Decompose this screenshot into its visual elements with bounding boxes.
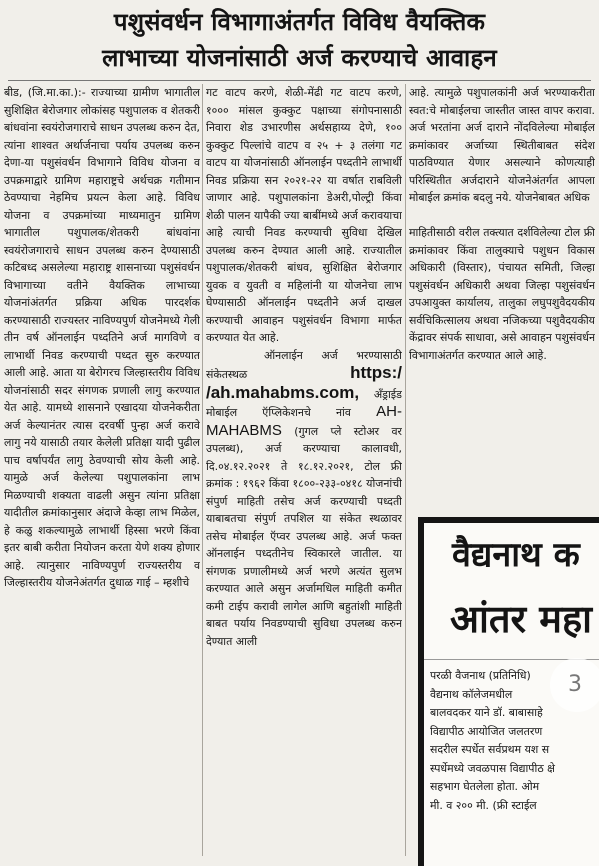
column-1-text: बीड, (जि.मा.का.):- राज्याच्या ग्रामीण भागातील सुशिक्षित बेरोजगार लोकांसह पशुपालक व शेतकरी बांधवांना स्वयंरोजगाराचे साधन उपलब्ध करुन देत, त्यांना शाश्वत अर्थार्जनाचा पर्याय उपलब्ध करुन देणा-या पशुसंवर्धन विभागाने विविध योजना व उपक्रमाद्वारे ग्रामिण महाराष्ट्रचे अर्थचक्र गतीमान ठेवण्याचा नेहमिच प्रयत्न केला आहे. विविध योजना व उपक्रमांच्या माध्यमातुन ग्रामिण भागातील पशुपालक/शेतकरी बांधवांना स्वयंरोजगाराचे साधन उपलब्ध करुन देण्यासाठी कटिबध्द असलेल्या महाराष्ट्र शासनाच्या पशुसंवर्धन विभागाच्या वतीने वैयक्तिक लाभाच्या योजनांअंतर्गत प्रक्रिया अधिक पारदर्शक करण्यासाठी राज्यस्तर नाविण्यपुर्ण योजनेमध्ये गेली तीन वर्ष ऑनलाईन पध्दतिने अर्ज मागविणे व लाभार्थी निवड करण्याची पध्दत सुरु करण्यात आली आहे. आता या बेरोगरच जिल्हास्तरीय विविध योजनांसाठी सदर संगणक प्रणाली लागु करण्यात येत आहे. यामध्ये शासनाने एखादया योजनेकरीता अर्ज केल्यानंतर त्यास दरवर्षी पुन्हा अर्ज करावे लागु नये यासाठी तयार केलेली प्रतिक्षा यादी पुढील पाच वर्षापर्यंत लागु ठेवण्याची सोय केली आहे. यामुळे अर्ज केलेल्या पशुपालकांना लाभ मिळण्याची शक्यता वाढली असुन त्यांना प्रतिक्षा यादीतील क्रमांकानुसार अंदाजे केव्हा लाभ मिळेल, हे कळु शकल्यामुळे लाभार्थी हिस्सा भरणे किंवा इतर बाबी करीता नियोजन करता येणे शक्य होणार आहे. त्यानुसार नाविण्यपुर्ण राज्यस्तरीय व जिल्हास्तरीय योजनेअंतर्गत दुधाळ गाई – म्हशीचे — [4, 86, 200, 589]
headline-line-1: पशुसंवर्धन विभागाअंतर्गत विविध वैयक्तिक — [113, 8, 486, 36]
side-story-line: सदरील स्पर्धेत सर्वप्रथम यश स — [430, 743, 550, 756]
column-divider-2 — [405, 84, 406, 856]
side-story-line: मी. व २०० मी. (फ्री स्टाईल — [430, 798, 537, 812]
column-3-text-b: माहितीसाठी वरील तक्त्यात दर्शविलेल्या टोल फ्री क्रमांकावर किंवा तालुक्याचे पशुधन विकास अधिकारी (विस्तार), पंचायत समिती, जिल्हा पशुसंवर्धन अधिकारी अथवा जिल्हा पशुसंवर्धन उपआयुक्त कार्यालय, तालुका लघुपशुवैदयकीय सर्वचिकित्सालय अथवा नजिकच्या पशुवैदयकीय केंद्रावर संपर्क साधावा, असे आवाहन पशुसंवर्धन विभागाअंतर्गत करण्यात आले आहे. — [409, 226, 595, 362]
side-story-line: स्पर्धेमध्ये जवळपास विद्यापीठ क्षे — [430, 761, 555, 775]
column-3-text-a: आहे. त्यामुळे पशुपालकांनी अर्ज भरण्याकरीता स्वत:चे मोबाईलचा जास्तीत जास्त वापर करावा. अर्ज भरतांना अर्ज दाराने नोंदविलेल्या मोबाईल क्रमांकावर अर्जाच्या स्थितीबाबत संदेश पाठविण्यात येणार असल्याने कोणत्याही परिस्थितीत अर्जदाराने योजनेअंतर्गत आपला मोबाईल क्रमांक बदलु नये. योजनेबाबत अधिक — [409, 86, 595, 204]
app-name: AH-MAHABMS — [206, 403, 402, 439]
side-story-line: बालवदकर याने डॉ. बाबासाहे — [430, 706, 543, 719]
side-story-line: सहभाग घेतलेला होता. ओम — [430, 780, 540, 793]
online-application-label: ऑनलाईन अर्ज भरण्यासाठी संकेतस्थळ — [206, 348, 402, 381]
side-story-line: वैद्यनाथ कॉलेजमधील — [430, 687, 513, 701]
column-2-text-b: (गुगल प्ले स्टोअर वर उपलब्ध), अर्ज करण्याचा कालावधी, दि.०४.१२.२०२१ ते १८.१२.२०२१, टोल फ्री क्रमांक : १९६२ किंवा १८००-२३३-०४१८ योजनांची संपुर्ण माहिती तसेच अर्ज करण्याची पध्दती याबाबतचा संपुर्ण तपशिल या संकेत स्थळावर तसेच मोबाईल ऍप्वर उपलब्ध आहे. अर्ज फक्त ऑनलाईन पध्दतीनेच स्विकारले जातील. या संगणक प्रणालीमध्ये अर्ज भरणे अत्यंत सुलभ करण्यात आले असुन अर्जामधिल माहिती कमीत कमी टाईप करावी लागेल आणि बहुतांशी माहिती बाबत पर्याय निवडण्याची सुविधा उपलब्ध करुन देण्यात आली — [206, 424, 402, 648]
headline-line-2: लाभाच्या योजनांसाठी अर्ज करण्याचे आवाहन — [102, 44, 497, 72]
android-app-label: अँड्राईड मोबाईल ऍप्लिकेशनचे नांव — [206, 387, 402, 419]
column-divider-1 — [202, 84, 203, 856]
page-number-badge[interactable]: 3 — [550, 658, 599, 712]
side-story-headline-2: आंतर महा — [450, 597, 593, 641]
column-2-text-a: गट वाटप करणे, शेळी-मेंढी गट वाटप करणे, १००० मांसल कुक्कुट पक्षाच्या संगोपनासाठी निवारा शेड उभारणीस अर्थसहाय्य देणे, १०० कुक्कुट पिल्लांचे वाटप व २५ + ३ तलंगा गट वाटप या योजनांसाठी ऑनलाईन पध्दतीने लाभार्थी निवड प्रक्रिया सन २०२१-२२ या वर्षात राबविली जाणार आहे. पशुपालकांना डेअरी,पोल्ट्री किंवा शेळी पालन यापैकी ज्या बाबींमध्ये अर्ज करावयाचा आहे त्याची निवड करण्याची सुविधा देखिल उपलब्ध करुन देण्यात आली आहे. राज्यातील पशुपालक/शेतकरी बांधव, सुशिक्षित बेरोजगार युवक व युवती व महिलांनी या योजनेचा लाभ घेण्यासाठी ऑनलाईन पध्दतीने अर्ज दाखल करण्याची आवाहन पशुसंवर्धन विभागा मार्फत करण्यात येत आहे. — [206, 86, 402, 344]
article-column-2 — [206, 84, 402, 856]
side-story-headline-1: वैद्यनाथ क — [452, 535, 580, 575]
article-column-1 — [4, 84, 200, 856]
headline-divider — [8, 80, 591, 81]
article-headline — [0, 0, 599, 80]
side-story-line: विद्यापीठ आयोजित जलतरण — [430, 724, 543, 738]
article-column-3 — [409, 84, 595, 516]
website-url: https:/ /ah.mahabms.com, — [206, 363, 402, 402]
side-story-line: परळी वैजनाथ (प्रतिनिधि) — [430, 669, 531, 682]
